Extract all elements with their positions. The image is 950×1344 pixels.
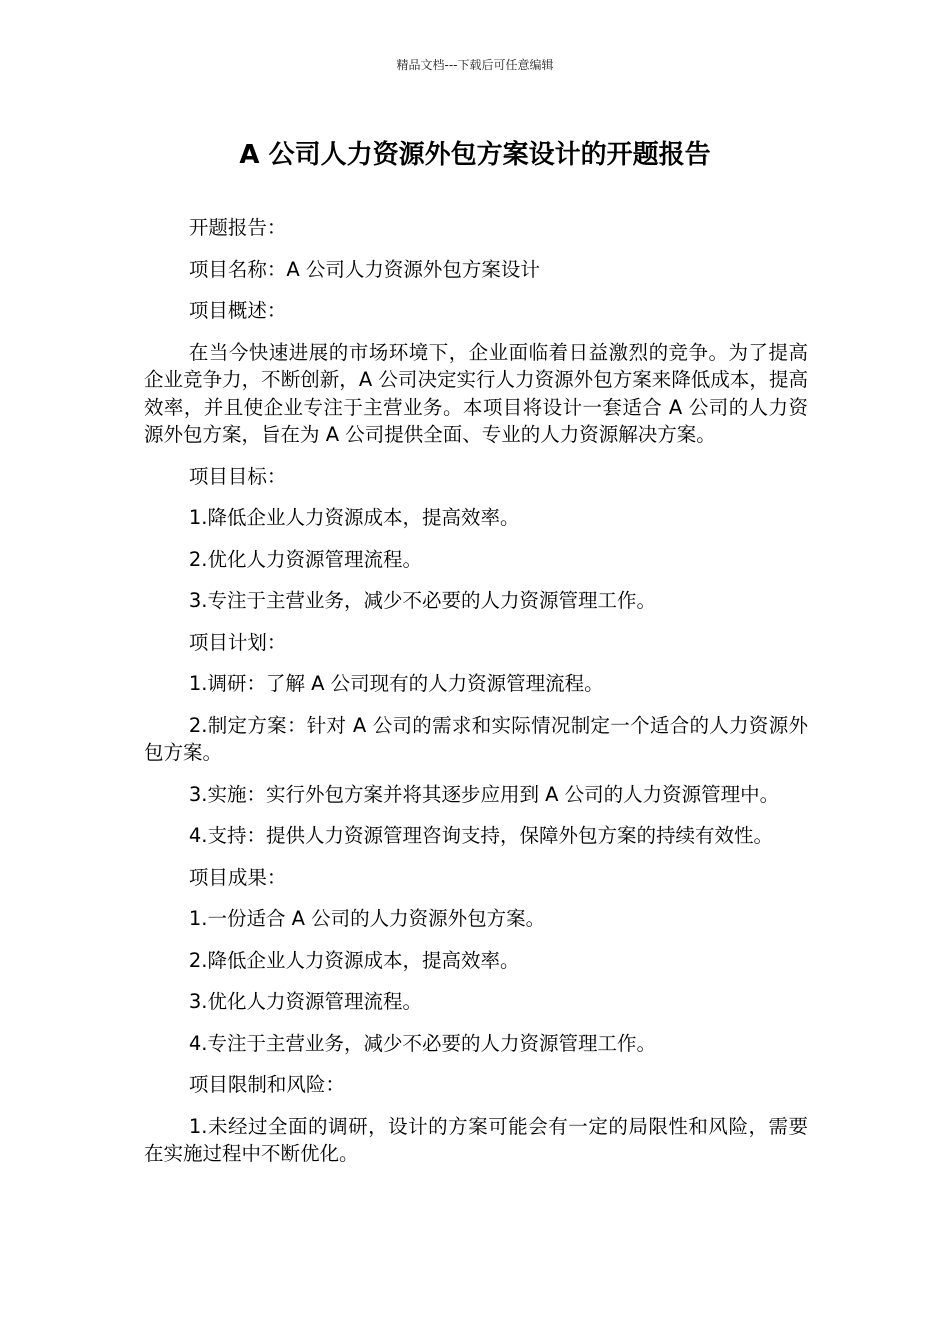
paragraph-plan-3: 3.实施：实行外包方案并将其逐步应用到 A 公司的人力资源管理中。 [188,782,780,806]
paragraph-heading-results: 项目成果： [188,865,287,889]
paragraph-goal-2: 2.优化人力资源管理流程。 [188,547,422,571]
paragraph-plan-1: 1.调研：了解 A 公司现有的人力资源管理流程。 [188,672,604,695]
document-body [144,214,808,1182]
paragraph-project-name: 项目名称：A 公司人力资源外包方案设计 [188,257,540,281]
document-title: A 公司人力资源外包方案设计的开题报告 [239,140,711,170]
paragraph-heading-goals: 项目目标： [188,464,287,488]
paragraph-heading-report: 开题报告： [188,216,287,239]
paragraph-heading-overview: 项目概述： [188,299,287,322]
header-note: 精品文档---下载后可任意编辑 [396,58,554,72]
paragraph-result-3: 3.优化人力资源管理流程。 [188,990,422,1013]
paragraph-result-2: 2.降低企业人力资源成本，提高效率。 [188,948,520,972]
paragraph-goal-3: 3.专注于主营业务，减少不必要的人力资源管理工作。 [188,589,656,612]
paragraph-result-4: 4.专注于主营业务，减少不必要的人力资源管理工作。 [188,1031,656,1055]
paragraph-heading-risks: 项目限制和风险： [188,1073,345,1096]
paragraph-risk-1: 1.未经过全面的调研，设计的方案可能会有一定的局限性和风险，需要在实施过程中不断优化。 [144,1114,808,1165]
paragraph-result-1: 1.一份适合 A 公司的人力资源外包方案。 [188,907,546,930]
paragraph-plan-4: 4.支持：提供人力资源管理咨询支持，保障外包方案的持续有效性。 [188,824,773,847]
paragraph-goal-1: 1.降低企业人力资源成本，提高效率。 [188,506,520,529]
paragraph-heading-plan: 项目计划： [188,630,287,654]
paragraph-plan-2: 2.制定方案：针对 A 公司的需求和实际情况制定一个适合的人力资源外包方案。 [144,713,808,764]
paragraph-overview-text: 在当今快速进展的市场环境下，企业面临着日益激烈的竞争。为了提高企业竞争力，不断创新，A 公司决定实行人力资源外包方案来降低成本，提高效率，并且使企业专注于主营业务。本项目将设计一套适合 A 公司的人力资源外包方案，旨在为 A 公司提供全面、专业的人力资源解决方案。 [144,340,808,446]
